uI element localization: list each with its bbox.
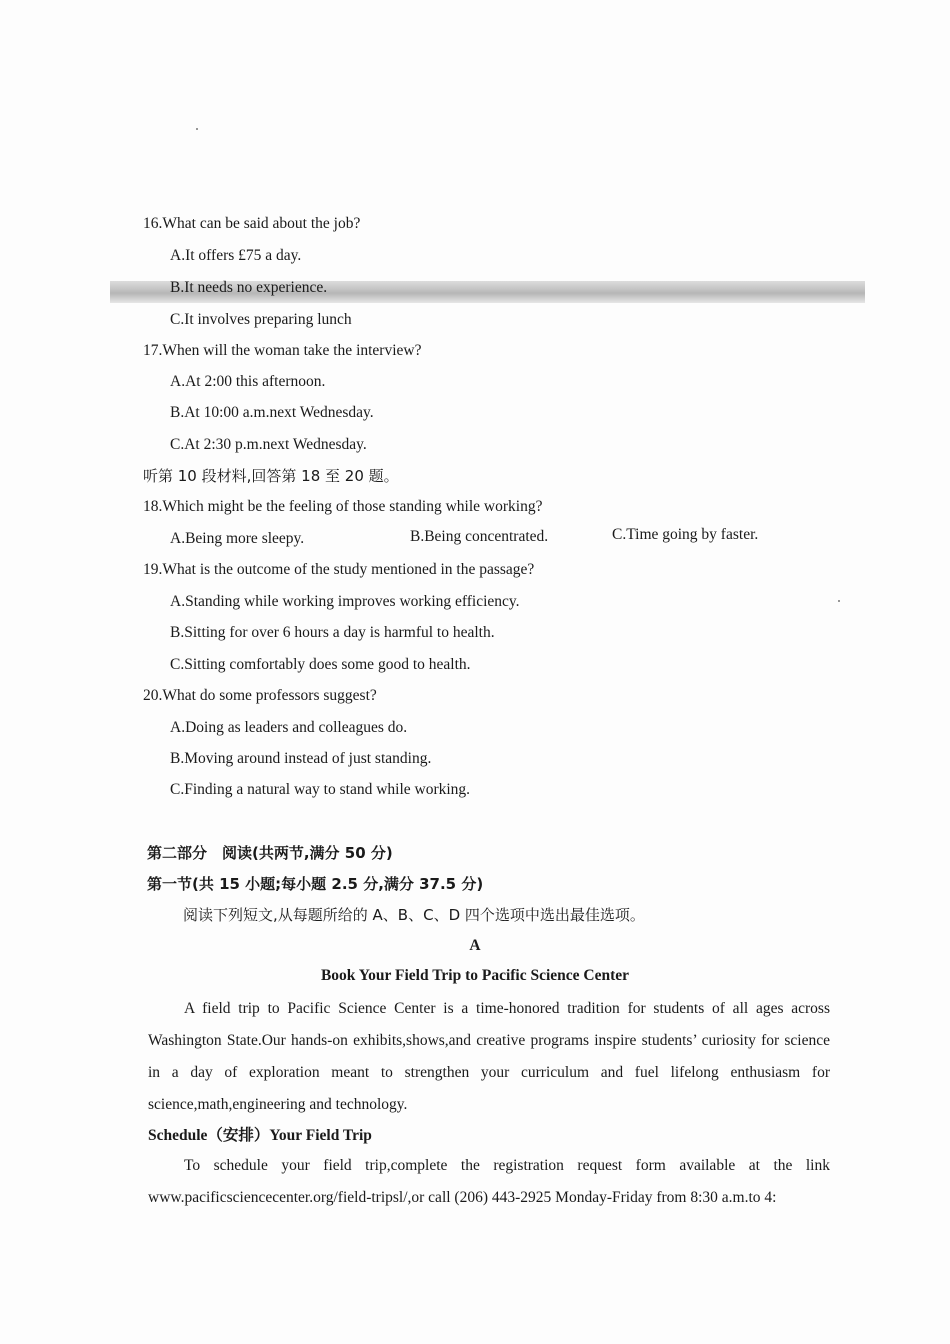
question-19-stem: 19.What is the outcome of the study mentioned in the passage? bbox=[143, 561, 535, 578]
question-19-option-c: C.Sitting comfortably does some good to health. bbox=[170, 656, 471, 673]
question-19-option-b: B.Sitting for over 6 hours a day is harmful to health. bbox=[170, 624, 495, 641]
question-18-option-c: C.Time going by faster. bbox=[612, 526, 759, 543]
question-20-stem: 20.What do some professors suggest? bbox=[143, 687, 377, 704]
question-16-option-b: B.It needs no experience. bbox=[170, 279, 328, 296]
listening-instruction: 听第 10 段材料,回答第 18 至 20 题。 bbox=[143, 467, 399, 485]
question-20-option-b: B.Moving around instead of just standing. bbox=[170, 750, 432, 767]
question-20-option-a: A.Doing as leaders and colleagues do. bbox=[170, 719, 408, 736]
question-18-option-b: B.Being concentrated. bbox=[410, 528, 549, 545]
question-17-option-a: A.At 2:00 this afternoon. bbox=[170, 373, 326, 390]
passage-letter: A bbox=[469, 937, 481, 954]
speck bbox=[838, 600, 840, 602]
paragraph-2-text: To schedule your field trip,complete the registration request form available at the link www.pacificsciencecenter.org/field-tripsl/,or call (206) 443-2925 Monday-Friday from 8:30 a.m.to 4: bbox=[148, 1157, 830, 1206]
passage-title: Book Your Field Trip to Pacific Science Center bbox=[320, 967, 630, 984]
question-18-option-a: A.Being more sleepy. bbox=[170, 530, 305, 547]
passage-paragraph-1 bbox=[148, 993, 830, 1121]
question-16-option-c: C.It involves preparing lunch bbox=[170, 311, 352, 328]
question-19-option-a: A.Standing while working improves working efficiency. bbox=[170, 593, 520, 610]
speck bbox=[196, 128, 198, 130]
passage-paragraph-2 bbox=[148, 1150, 830, 1214]
reading-instruction: 阅读下列短文,从每题所给的 A、B、C、D 四个选项中选出最佳选项。 bbox=[183, 906, 645, 924]
question-20-option-c: C.Finding a natural way to stand while working. bbox=[170, 781, 471, 798]
question-16-option-a: A.It offers £75 a day. bbox=[170, 247, 302, 264]
question-17-option-b: B.At 10:00 a.m.next Wednesday. bbox=[170, 404, 374, 421]
question-17-stem: 17.When will the woman take the interview? bbox=[143, 342, 422, 359]
question-16-stem: 16.What can be said about the job? bbox=[143, 215, 361, 232]
schedule-heading: Schedule（安排）Your Field Trip bbox=[148, 1127, 372, 1144]
section-one-title: 第一节(共 15 小题;每小题 2.5 分,满分 37.5 分) bbox=[147, 875, 484, 893]
part-two-title: 第二部分 阅读(共两节,满分 50 分) bbox=[147, 844, 393, 862]
paragraph-1-text: A field trip to Pacific Science Center is a time-honored tradition for students of all ages across Washington State.Our hands-on exhibits,shows,and creative programs inspire students’ curiosity for science in a day of exploration meant to strengthen your curriculum and fuel lifelong enthusiasm for science,math,engineering and technology. bbox=[148, 1000, 830, 1113]
question-18-stem: 18.Which might be the feeling of those standing while working? bbox=[143, 498, 543, 515]
question-17-option-c: C.At 2:30 p.m.next Wednesday. bbox=[170, 436, 367, 453]
